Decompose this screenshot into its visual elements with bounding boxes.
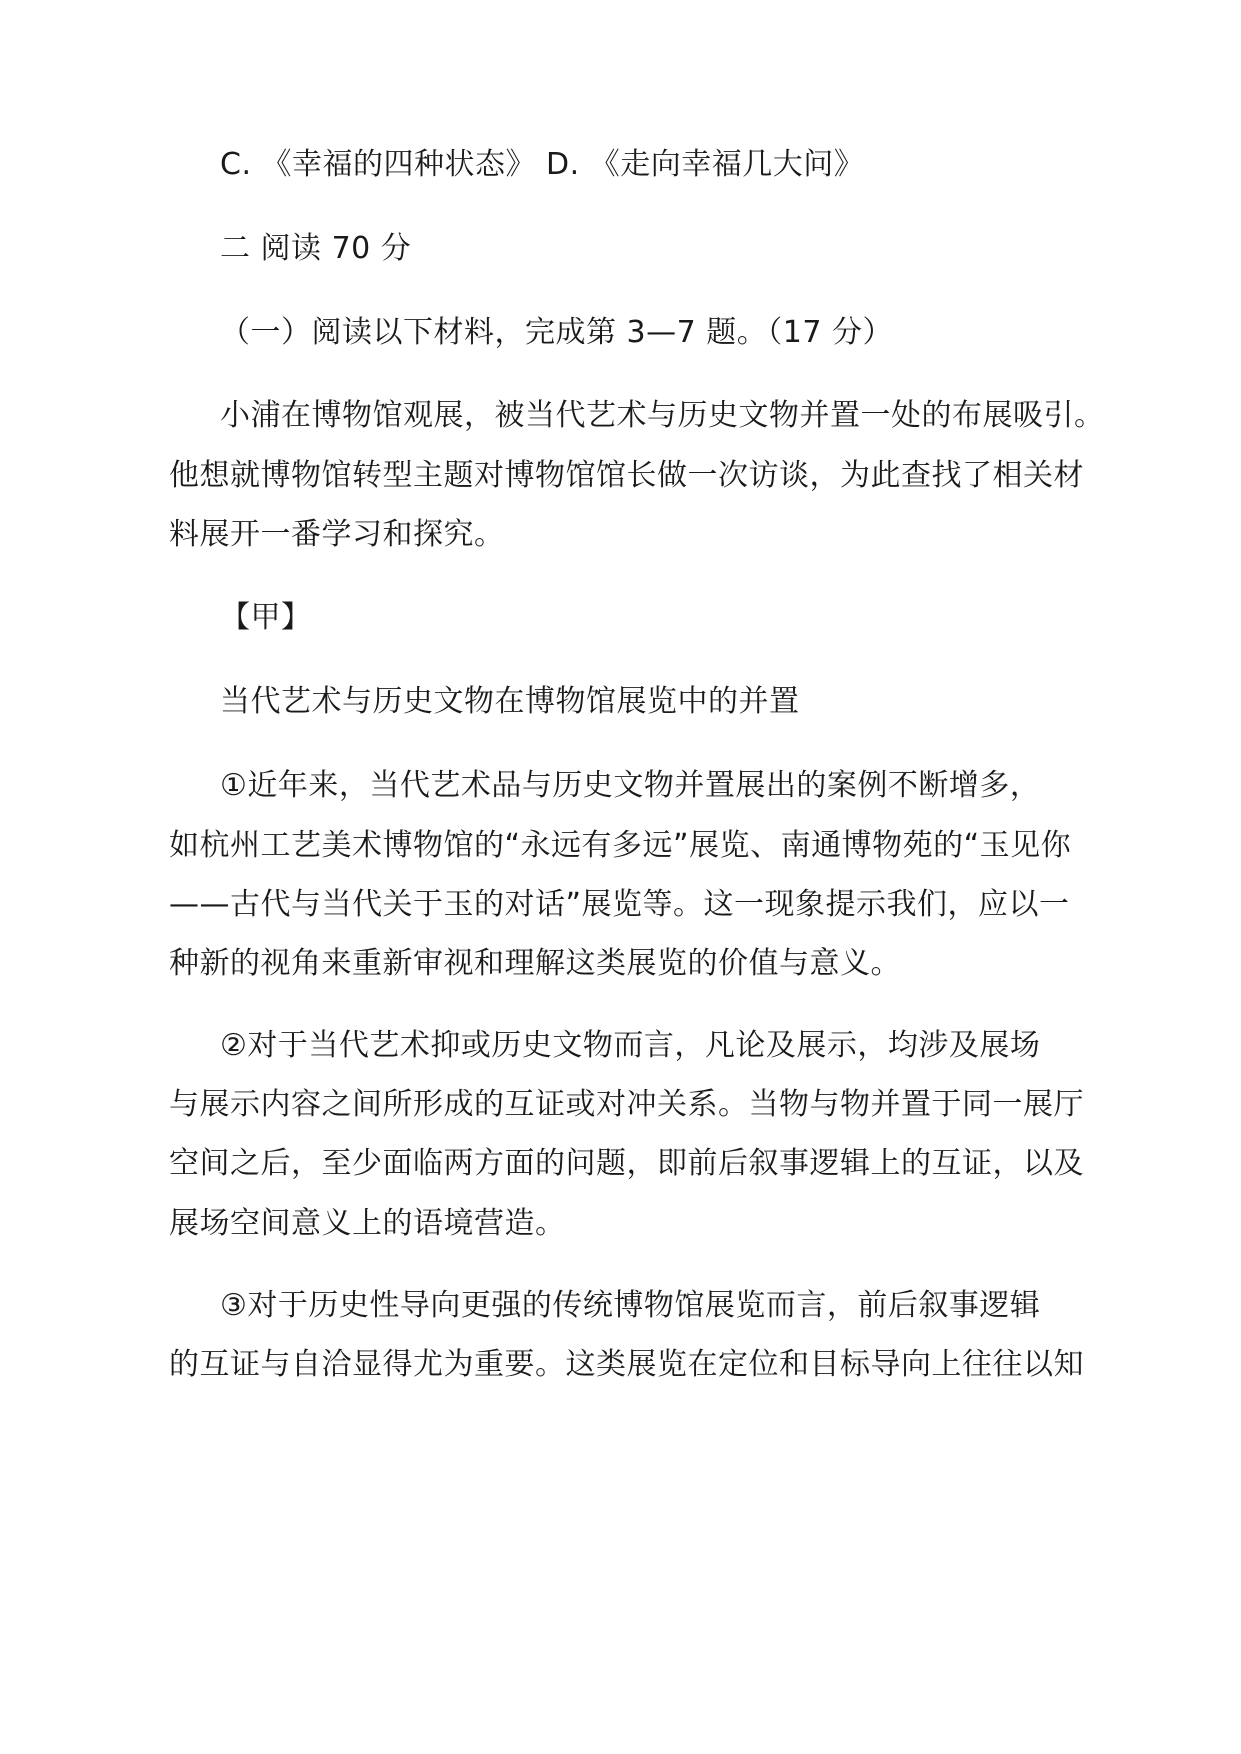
section-heading: 二 阅读 70 分 [220,231,412,266]
text-line: 小浦在博物馆观展，被当代艺术与历史文物并置一处的布展吸引。 [220,398,1105,433]
text-line: 与展示内容之间所形成的互证或对冲关系。当物与物并置于同一展厅 [169,1087,1084,1122]
material-label: 【甲】 [220,600,312,635]
text-line: ③对于历史性导向更强的传统博物馆展览而言，前后叙事逻辑 [220,1288,1041,1323]
text-line: ——古代与当代关于玉的对话”展览等。这一现象提示我们，应以一 [169,887,1070,922]
options-line: C. 《幸福的四种状态》 D. 《走向幸福几大问》 [220,147,865,182]
text-line: 展场空间意义上的语境营造。 [169,1206,566,1241]
text-line: 的互证与自洽显得尤为重要。这类展览在定位和目标导向上往往以知 [169,1347,1084,1382]
article-title: 当代艺术与历史文物在博物馆展览中的并置 [220,684,800,719]
text-line: ①近年来，当代艺术品与历史文物并置展出的案例不断增多， [220,768,1041,803]
text-line: 他想就博物馆转型主题对博物馆馆长做一次访谈，为此查找了相关材 [169,458,1084,493]
text-line: 如杭州工艺美术博物馆的“永远有多远”展览、南通博物苑的“玉见你 [169,828,1072,863]
text-line: 空间之后，至少面临两方面的问题，即前后叙事逻辑上的互证，以及 [169,1146,1084,1181]
text-line: 种新的视角来重新审视和理解这类展览的价值与意义。 [169,946,901,981]
text-line: ②对于当代艺术抑或历史文物而言，凡论及展示，均涉及展场 [220,1028,1041,1063]
subsection-heading: （一）阅读以下材料，完成第 3—7 题。（17 分） [220,315,893,350]
text-line: 料展开一番学习和探究。 [169,517,505,552]
